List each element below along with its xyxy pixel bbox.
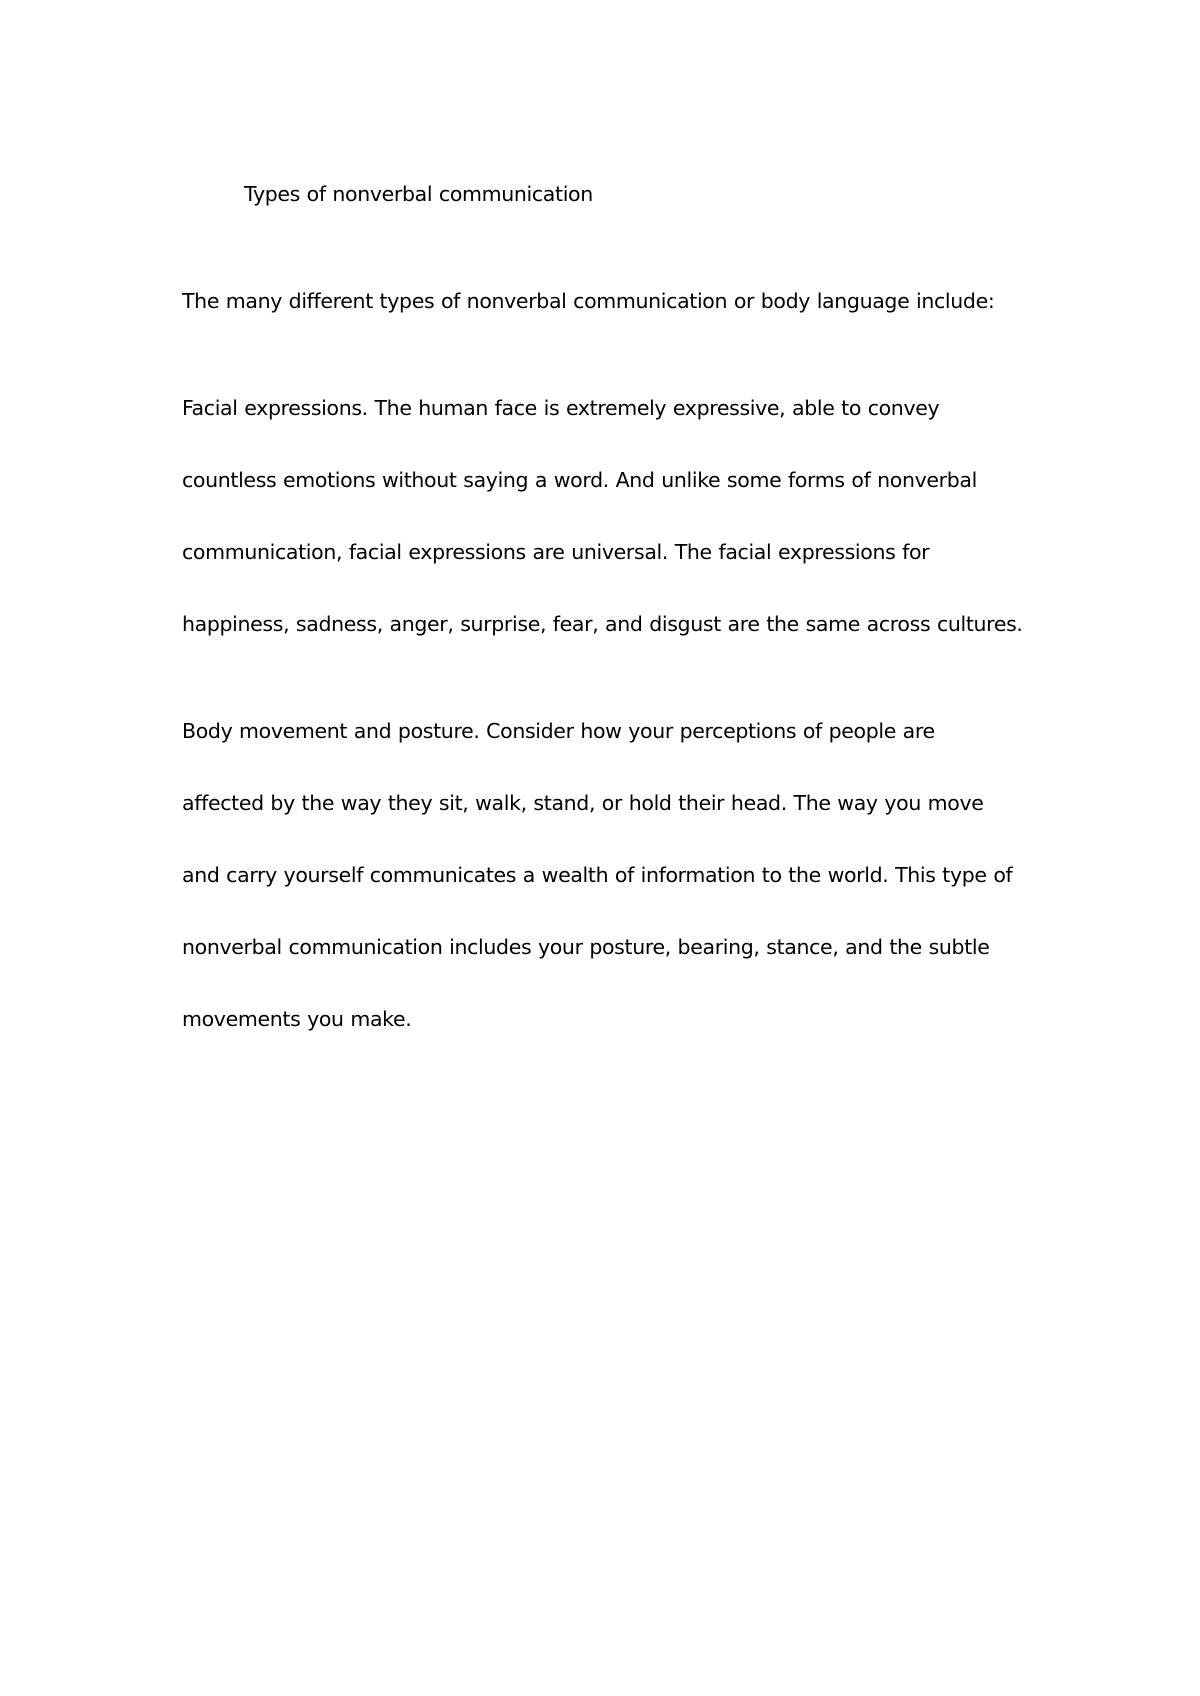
paragraph-line: Body movement and posture. Consider how your perceptions of people are [182,719,935,743]
paragraph-facial-expressions [182,393,1042,681]
paragraph-line: and carry yourself communicates a wealth of information to the world. This type of [182,863,1013,887]
paragraph-line: communication, facial expressions are universal. The facial expressions for [182,540,930,564]
document-title: Types of nonverbal communication [244,182,593,206]
paragraph-line: Facial expressions. The human face is extremely expressive, able to convey [182,396,940,420]
paragraph-line: countless emotions without saying a word. And unlike some forms of nonverbal [182,468,977,492]
paragraph-line: movements you make. [182,1007,412,1031]
paragraph-line: happiness, sadness, anger, surprise, fear, and disgust are the same across cultures. [182,612,1023,636]
paragraph-line: nonverbal communication includes your posture, bearing, stance, and the subtle [182,935,990,959]
paragraph-body-movement [182,716,1042,1076]
intro-sentence: The many different types of nonverbal communication or body language include: [182,289,995,313]
paragraph-line: affected by the way they sit, walk, stand, or hold their head. The way you move [182,791,984,815]
